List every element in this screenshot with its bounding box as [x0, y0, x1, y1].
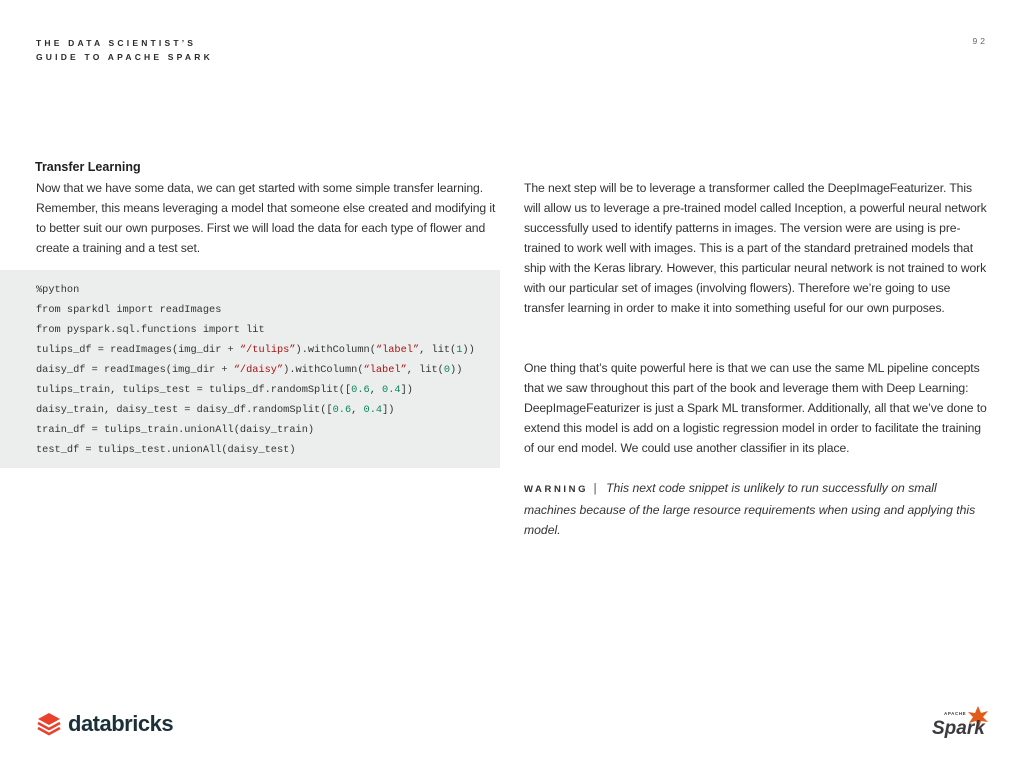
code-line [36, 440, 475, 460]
page-number: 92 [972, 36, 988, 46]
code-token: , [351, 404, 364, 416]
databricks-logo [36, 710, 173, 738]
code-string-token: “label” [363, 364, 407, 376]
warning-label: WARNING [524, 484, 589, 495]
section-title: Transfer Learning [35, 160, 141, 174]
apache-spark-logo [930, 704, 992, 740]
code-string-token: “/daisy” [233, 364, 284, 376]
code-token: , lit( [419, 344, 457, 356]
document-header-title [36, 36, 213, 64]
code-line [36, 420, 475, 440]
code-block [0, 270, 500, 468]
code-line [36, 320, 475, 340]
code-token: from pyspark.sql.functions import lit [36, 324, 265, 336]
code-token: ).withColumn( [295, 344, 376, 356]
code-token: test_df = tulips_test.unionAll(daisy_test) [36, 444, 296, 456]
code-token: daisy_df = readImages(img_dir + [36, 364, 234, 376]
spark-logo-text: Spark [932, 718, 985, 739]
code-token: , lit( [406, 364, 444, 376]
code-line [36, 300, 475, 320]
code-line [36, 380, 475, 400]
code-token: ]) [382, 404, 395, 416]
code-line [36, 280, 475, 300]
code-token: ).withColumn( [283, 364, 364, 376]
spark-star-icon [930, 704, 992, 740]
code-token: , [369, 384, 383, 396]
code-string-token: “label” [375, 344, 420, 356]
right-paragraph-1: The next step will be to leverage a transformer called the DeepImageFeaturizer. This will allow us to leverage a pre-trained model called Inception, a powerful neural network successfully used to identify patterns in images. The version were are using is pre-trained to work well with images. This is a part of the standard pretrained models that ship with the Keras library. However, this particular neural network is not trained to work with our particular set of images (involving flowers). Therefore we’re going to use transfer learning in order to make it into something useful for our own purposes. [524, 181, 987, 315]
databricks-wordmark: databricks [68, 711, 174, 736]
code-number-token: 1 [456, 344, 463, 356]
code-token: daisy_train, daisy_test = daisy_df.randomSplit([ [36, 404, 333, 416]
code-line [36, 400, 475, 420]
header-title-line-1: THE DATA SCIENTIST’S [36, 38, 197, 48]
right-paragraph-2: One thing that’s quite powerful here is that we can use the same ML pipeline concepts that we saw throughout this part of the book and leverage them with Deep Learning: DeepImageFeaturizer is just a Spark ML transformer. Additionally, all that we’ve done to extend this model is add on a logistic regression model in order to facilitate the training of our end model. We could use another classifier in its place. [524, 361, 987, 455]
code-token: train_df = tulips_train.unionAll(daisy_train) [36, 424, 315, 436]
code-number-token: 0.6 [351, 384, 370, 396]
code-token: tulips_train, tulips_test = tulips_df.randomSplit([ [36, 384, 352, 396]
code-token: )) [450, 364, 463, 376]
warning-note [524, 478, 989, 540]
databricks-stack-icon [36, 711, 62, 737]
header-title-line-2: GUIDE TO APACHE SPARK [36, 52, 213, 62]
code-line [36, 340, 475, 360]
code-token: from sparkdl import readImages [36, 304, 222, 316]
warning-text: This next code snippet is unlikely to run successfully on small machines because of the large resource requirements when using and applying this model. [524, 481, 976, 537]
code-number-token: 0 [443, 364, 451, 376]
code-token: ]) [400, 384, 413, 396]
warning-separator: | [593, 481, 597, 495]
code-number-token: 0.6 [332, 404, 352, 416]
code-token: )) [462, 344, 475, 356]
spark-logo-small-text: APACHE [944, 711, 967, 716]
code-line [36, 360, 475, 380]
code-string-token: “/tulips” [239, 344, 296, 356]
code-number-token: 0.4 [382, 384, 401, 396]
code-token: %python [36, 284, 80, 296]
code-number-token: 0.4 [363, 404, 383, 416]
left-intro-paragraph: Now that we have some data, we can get started with some simple transfer learning. Remember, this means leveraging a model that someone else created and modifying it to better suit our own purposes. First we will load the data for each type of flower and create a training and a test set. [36, 181, 496, 255]
code-lines [36, 280, 475, 460]
code-token: tulips_df = readImages(img_dir + [36, 344, 240, 356]
